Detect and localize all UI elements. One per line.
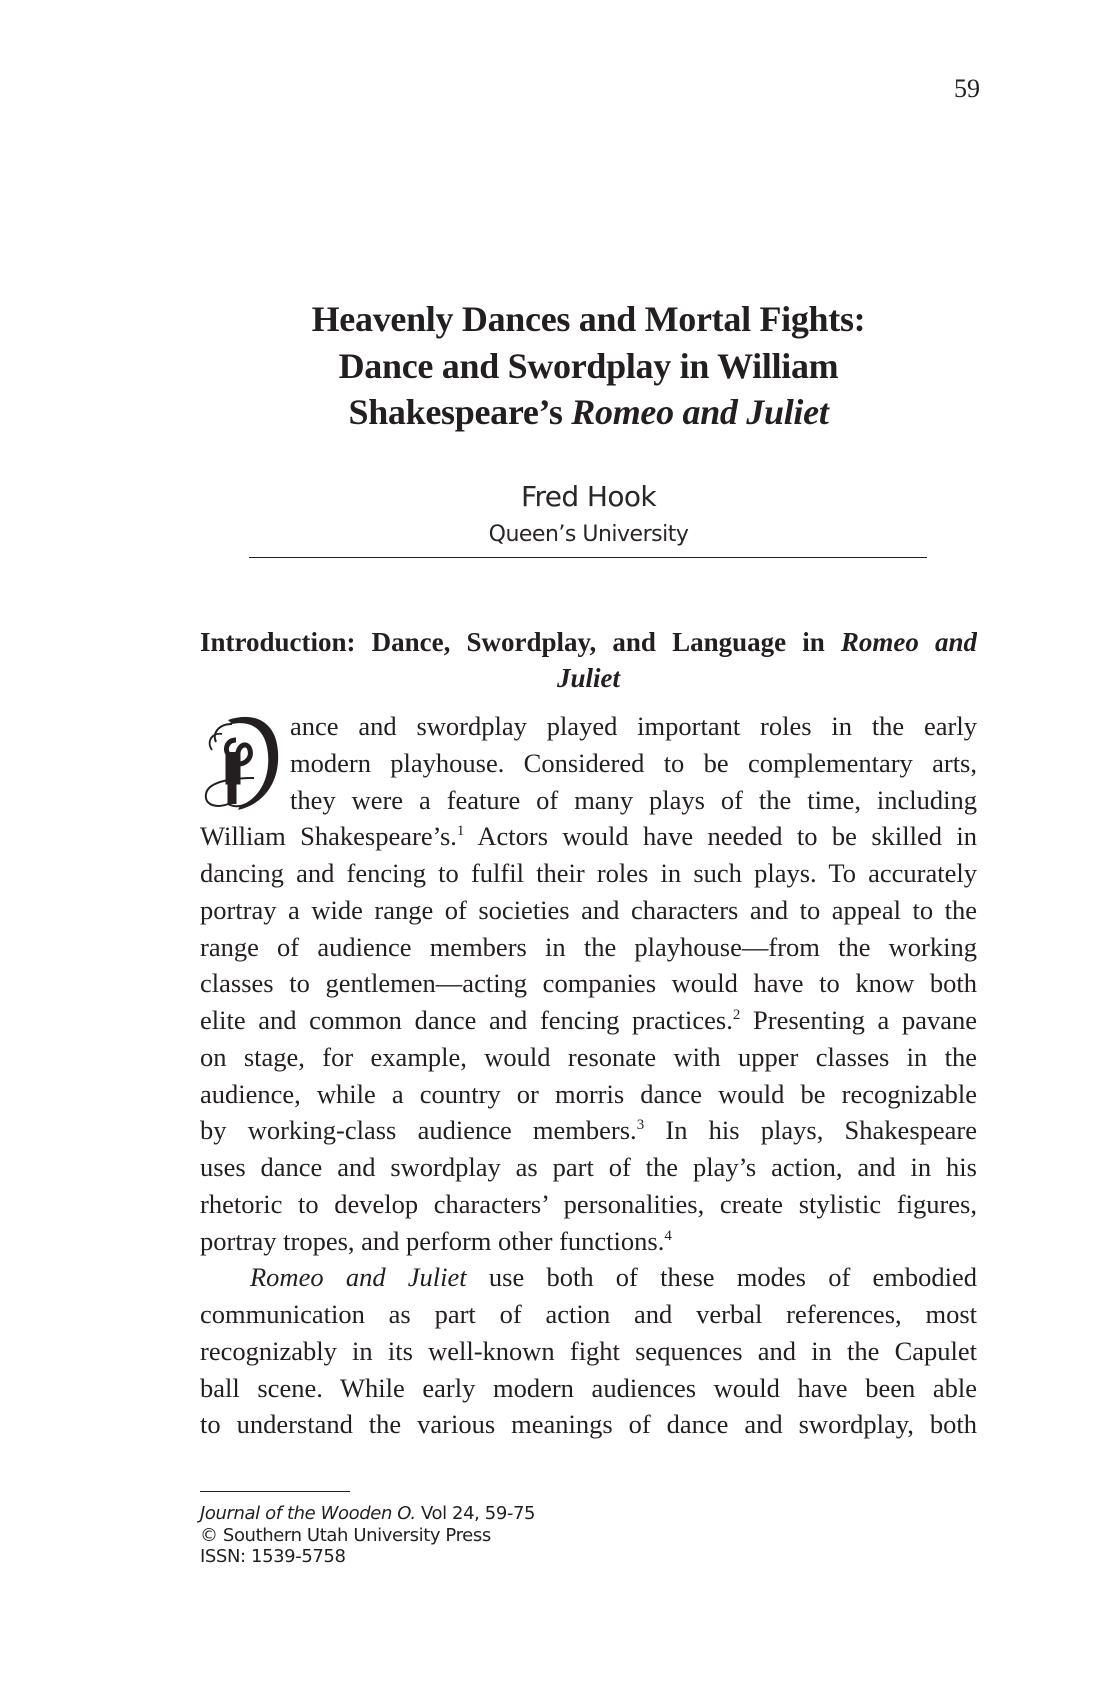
body-line — [200, 1223, 977, 1260]
journal-volume: Vol 24, 59-75 — [415, 1503, 536, 1524]
body-line: classes to gentlemen—acting companies would have to know both — [200, 968, 977, 999]
author-affiliation: Queen’s University — [488, 522, 689, 547]
body-line-text: by working-class audience members. — [200, 1115, 637, 1146]
body-line-text: William Shakespeare’s. — [200, 821, 457, 852]
body-line: range of audience members in the playhouse—from the working — [200, 931, 977, 962]
section-heading — [200, 624, 977, 696]
journal-citation — [200, 1503, 700, 1525]
body-line-text: Presenting a pavane — [740, 1005, 977, 1035]
title-line-1: Heavenly Dances and Mortal Fights: — [311, 299, 866, 339]
page-number: 59 — [954, 74, 980, 103]
footnote-divider — [200, 1491, 350, 1492]
body-line: modern playhouse. Considered to be complementary arts, — [290, 747, 977, 778]
body-line: recognizably in its well-known fight sequences and in the Capulet — [200, 1335, 977, 1366]
body-line — [200, 1002, 977, 1039]
article-title — [200, 296, 977, 436]
journal-name: Journal of the Wooden O. — [200, 1503, 416, 1524]
body-line — [200, 1259, 977, 1296]
title-play-name: Romeo and Juliet — [571, 392, 829, 432]
citation-footer — [200, 1503, 700, 1568]
copyright-line: © Southern Utah University Press — [200, 1524, 491, 1546]
play-name-italic: Romeo and Juliet — [250, 1262, 467, 1293]
body-line: on stage, for example, would resonate with upper classes in the — [200, 1041, 977, 1072]
body-line: ball scene. While early modern audiences would have been able — [200, 1372, 977, 1403]
section-heading-italic-2: Juliet — [556, 663, 620, 693]
body-line — [200, 818, 977, 855]
body-text — [200, 708, 977, 1443]
section-heading-line-2 — [200, 660, 977, 696]
body-line-text: portray tropes, and perform other functions. — [200, 1225, 665, 1256]
body-line — [200, 1112, 977, 1149]
body-line-text: elite and common dance and fencing practices. — [200, 1005, 733, 1035]
body-line: to understand the various meanings of dance and swordplay, both — [200, 1409, 977, 1440]
body-line-text: use both of these modes of embodied — [466, 1262, 977, 1293]
body-line: they were a feature of many plays of the time, including — [290, 784, 977, 815]
title-divider — [249, 557, 927, 558]
title-line-3 — [200, 389, 977, 436]
section-heading-italic-1: Romeo and — [840, 627, 977, 657]
footnote-ref-4[interactable]: 4 — [664, 1227, 672, 1244]
body-line-text: Actors would have needed to be skilled in — [464, 821, 977, 852]
title-line-2: Dance and Swordplay in William — [338, 345, 839, 386]
body-line: communication as part of action and verbal references, most — [200, 1299, 977, 1329]
body-line: rhetoric to develop characters’ personalities, create stylistic figures, — [200, 1188, 977, 1219]
body-line: dancing and fencing to fulfil their roles in such plays. To accurately — [200, 858, 977, 888]
footnote-ref-2[interactable]: 2 — [732, 1007, 741, 1023]
body-line: ance and swordplay played important roles in the early — [290, 711, 977, 741]
body-line: audience, while a country or morris dance would be recognizable — [200, 1078, 977, 1109]
issn-line: ISSN: 1539-5758 — [200, 1546, 346, 1567]
section-heading-prefix: Introduction: Dance, Swordplay, and Language in — [200, 627, 825, 657]
title-line-3-prefix: Shakespeare’s — [348, 392, 563, 432]
footnote-ref-1[interactable]: 1 — [456, 823, 465, 840]
section-heading-line-1 — [200, 624, 977, 660]
body-line: portray a wide range of societies and characters and to appeal to the — [200, 894, 977, 925]
body-line-text: In his plays, Shakespeare — [644, 1115, 977, 1146]
footnote-ref-3[interactable]: 3 — [636, 1117, 645, 1134]
body-line: uses dance and swordplay as part of the play’s action, and in his — [200, 1152, 977, 1182]
author-name: Fred Hook — [521, 480, 656, 513]
